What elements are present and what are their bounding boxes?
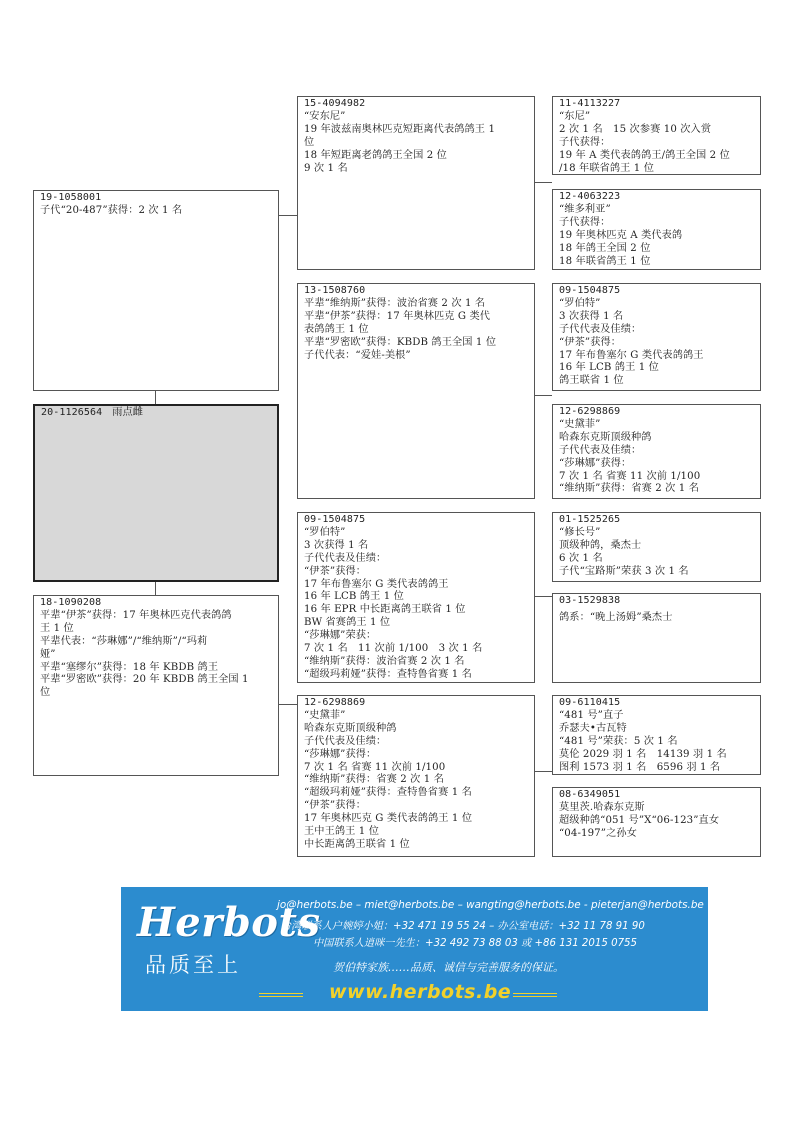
pedigree-box-dam-dam bbox=[297, 695, 535, 857]
box-line: 16 年 LCB 鸽王 1 位 bbox=[559, 362, 659, 374]
box-line: 2 次 1 名 15 次参赛 10 次入赏 bbox=[559, 123, 712, 135]
box-line: 子代“宝路斯”荣获 3 次 1 名 bbox=[559, 565, 689, 577]
ring-number: 03-1529838 bbox=[559, 595, 621, 606]
pedigree-box-dam bbox=[33, 595, 279, 776]
box-line: “超级玛莉娅”获得：查特鲁省赛 1 名 bbox=[304, 787, 472, 799]
box-line: 子代代表：“爱娃-美根” bbox=[304, 349, 411, 361]
box-line: 子代获得： bbox=[559, 216, 611, 228]
box-line: “维多利亚” bbox=[559, 203, 611, 215]
box-line: “维纳斯”获得：省赛 2 次 1 名 bbox=[304, 774, 445, 786]
box-line: 子代代表及佳绩： bbox=[304, 552, 387, 564]
pedigree-box-sire-dam bbox=[297, 283, 535, 499]
box-line: 位 bbox=[304, 136, 315, 148]
box-line: BW 省赛鸽王 1 位 bbox=[304, 617, 391, 629]
ring-number: 13-1508760 bbox=[304, 285, 366, 296]
box-line: 哈森东克斯顶级种鸽 bbox=[304, 722, 397, 734]
box-line: “修长号” bbox=[559, 526, 601, 538]
pedigree-box-gen3-7 bbox=[552, 695, 761, 775]
herbots-banner bbox=[121, 887, 708, 1011]
box-line: 平辈“伊茶”获得：17 年奥林匹克代表鸽鸽 bbox=[40, 609, 232, 621]
ring-number: 08-6349051 bbox=[559, 789, 621, 800]
herbots-logo: Herbots bbox=[137, 899, 321, 946]
box-line: “罗伯特” bbox=[304, 526, 346, 538]
box-line: 顶级种鸽，桑杰士 bbox=[559, 539, 642, 551]
box-line: 16 年 EPR 中长距离鸽王联省 1 位 bbox=[304, 604, 466, 616]
subject-ring: 20-1126564 bbox=[41, 407, 103, 418]
ring-number: 09-1504875 bbox=[304, 514, 366, 525]
box-line: 平辈“塞缪尔”获得：18 年 KBDB 鸽王 bbox=[40, 661, 219, 673]
box-line: “罗伯特” bbox=[559, 297, 601, 309]
box-line: 子代代表及佳绩： bbox=[559, 323, 642, 335]
box-line: 17 年布鲁塞尔 G 类代表鸽鸽王 bbox=[559, 349, 704, 361]
box-line: 9 次 1 名 bbox=[304, 162, 348, 174]
box-line: 7 次 1 名 省赛 11 次前 1/100 bbox=[304, 761, 446, 773]
box-line: 王 1 位 bbox=[40, 622, 74, 634]
box-line: “维纳斯”获得：波治省赛 2 次 1 名 bbox=[304, 655, 465, 667]
box-line: 17 年布鲁塞尔 G 类代表鸽鸽王 bbox=[304, 578, 449, 590]
connector-line bbox=[155, 390, 156, 405]
ring-number: 12-4063223 bbox=[559, 191, 621, 202]
box-line: “超级玛莉娅”获得：查特鲁省赛 1 名 bbox=[304, 668, 472, 680]
box-line: /18 年联省鸽王 1 位 bbox=[559, 162, 655, 174]
pedigree-box-sire-sire bbox=[297, 96, 535, 270]
box-line: 超级种鸽“051 号”X“06-123”直女 bbox=[559, 814, 720, 826]
box-line: 19 年奥林匹克 A 类代表鸽 bbox=[559, 229, 683, 241]
box-line: “安东尼” bbox=[304, 110, 346, 122]
box-line: 乔瑟夫•古瓦特 bbox=[559, 722, 627, 734]
box-line: 莫里茨.哈森东克斯 bbox=[559, 801, 645, 813]
box-line: 子代代表及佳绩： bbox=[304, 735, 387, 747]
box-line: 16 年 LCB 鸽王 1 位 bbox=[304, 591, 404, 603]
pedigree-box-gen3-2 bbox=[552, 189, 761, 270]
decorative-line bbox=[513, 993, 557, 997]
box-line: 鸽系：“晚上汤姆”桑杰士 bbox=[559, 611, 673, 623]
box-line: 17 年奥林匹克 G 类代表鸽鸽王 1 位 bbox=[304, 813, 473, 825]
box-line: 平辈“维纳斯”获得：波治省赛 2 次 1 名 bbox=[304, 297, 486, 309]
box-line: 6 次 1 名 bbox=[559, 552, 603, 564]
box-line: “史黛菲” bbox=[559, 418, 601, 430]
box-line: 莫伦 2029 羽 1 名 14139 羽 1 名 bbox=[559, 748, 727, 760]
connector-line bbox=[155, 581, 156, 595]
decorative-line bbox=[259, 993, 303, 997]
contact-emails: jo@herbots.be – miet@herbots.be – wangting@herbots.be - pieterjan@herbots.be bbox=[277, 899, 704, 911]
subject-name: 雨点雌 bbox=[112, 407, 144, 418]
box-line: “东尼” bbox=[559, 110, 591, 122]
box-line: 19 年波兹南奥林匹克短距离代表鸽鸽王 1 bbox=[304, 123, 496, 135]
tagline: 贺伯特家族……品质、诚信与完善服务的保证。 bbox=[333, 961, 564, 974]
box-line: “481 号”直子 bbox=[559, 709, 624, 721]
ring-number: 15-4094982 bbox=[304, 98, 366, 109]
box-line: 子代“20-487”获得：2 次 1 名 bbox=[40, 204, 183, 216]
box-line: 平辈“罗密欧”获得：20 年 KBDB 鸽王全国 1 bbox=[40, 674, 249, 686]
box-line: “史黛菲” bbox=[304, 709, 346, 721]
pedigree-box-gen3-4 bbox=[552, 404, 761, 499]
box-line: 鸽王联省 1 位 bbox=[559, 375, 624, 387]
box-line: 子代代表及佳绩： bbox=[559, 444, 642, 456]
box-line: 表鸽鸽王 1 位 bbox=[304, 323, 369, 335]
pedigree-box-gen3-8 bbox=[552, 787, 761, 857]
box-line: 王中王鸽王 1 位 bbox=[304, 826, 379, 838]
box-line: 子代获得： bbox=[559, 136, 611, 148]
ring-number: 12-6298869 bbox=[304, 697, 366, 708]
connector-line bbox=[535, 182, 552, 183]
ring-number: 18-1090208 bbox=[40, 597, 102, 608]
connector-line bbox=[535, 395, 552, 396]
box-line: 平辈“罗密欧”获得：KBDB 鸽王全国 1 位 bbox=[304, 336, 497, 348]
ring-number: 01-1525265 bbox=[559, 514, 621, 525]
box-line: 娅” bbox=[40, 648, 56, 660]
ring-number: 09-1504875 bbox=[559, 285, 621, 296]
contact-china: 中国联系人逍咪一先生：+32 492 73 88 03 或 +86 131 2015 0755 bbox=[313, 938, 638, 949]
box-line: 哈森东克斯顶级种鸽 bbox=[559, 431, 652, 443]
box-line: 图利 1573 羽 1 名 6596 羽 1 名 bbox=[559, 761, 721, 773]
box-line: 18 年鸽王全国 2 位 bbox=[559, 242, 651, 254]
box-line: “维纳斯”获得：省赛 2 次 1 名 bbox=[559, 483, 700, 495]
box-line: 位 bbox=[40, 687, 51, 699]
box-line: 18 年短距离老鸽鸽王全国 2 位 bbox=[304, 149, 447, 161]
ring-number: 09-6110415 bbox=[559, 697, 621, 708]
box-line: “莎琳娜”荣获： bbox=[304, 630, 377, 642]
pedigree-box-sire bbox=[33, 190, 279, 391]
ring-number: 11-4113227 bbox=[559, 98, 621, 109]
box-line: 3 次获得 1 名 bbox=[559, 310, 624, 322]
connector-line bbox=[535, 771, 552, 772]
pedigree-box-gen3-3 bbox=[552, 283, 761, 391]
pedigree-box-gen3-5 bbox=[552, 512, 761, 582]
box-line: 3 次获得 1 名 bbox=[304, 539, 369, 551]
pedigree-box-gen3-1 bbox=[552, 96, 761, 175]
contact-taiwan: 台湾联系人户婉婷小姐：+32 471 19 55 24 – 办公室电话：+32 11 78 91 90 bbox=[281, 921, 645, 932]
box-line: 平辈代表：“莎琳娜”/“维纳斯”/“玛莉 bbox=[40, 635, 208, 647]
ring-number: 19-1058001 bbox=[40, 192, 102, 203]
box-line: 19 年 A 类代表鸽鸽王/鸽王全国 2 位 bbox=[559, 149, 730, 161]
box-line: 7 次 1 名 11 次前 1/100 3 次 1 名 bbox=[304, 643, 483, 655]
box-line: “伊茶”获得： bbox=[304, 800, 367, 812]
box-line: 平辈“伊茶”获得：17 年奥林匹克 G 类代 bbox=[304, 310, 491, 322]
ring-number: 12-6298869 bbox=[559, 406, 621, 417]
box-line: 7 次 1 名 省赛 11 次前 1/100 bbox=[559, 470, 701, 482]
box-line: 18 年联省鸽王 1 位 bbox=[559, 255, 651, 267]
slogan: 品质至上 bbox=[145, 953, 241, 977]
box-line: “481 号”荣获：5 次 1 名 bbox=[559, 735, 678, 747]
subject-box bbox=[33, 404, 279, 582]
box-line: “莎琳娜”获得： bbox=[304, 748, 377, 760]
connector-line bbox=[279, 215, 297, 216]
box-line: “伊茶”获得： bbox=[559, 336, 622, 348]
box-line: “莎琳娜”获得： bbox=[559, 457, 632, 469]
box-line: “04-197”之孙女 bbox=[559, 827, 637, 839]
box-line: “伊茶”获得： bbox=[304, 565, 367, 577]
pedigree-box-gen3-6 bbox=[552, 593, 761, 683]
website-link[interactable]: www.herbots.be bbox=[329, 981, 512, 1003]
box-line: 中长距离鸽王联省 1 位 bbox=[304, 838, 410, 850]
connector-line bbox=[279, 704, 297, 705]
connector-line bbox=[535, 596, 552, 597]
pedigree-box-dam-sire bbox=[297, 512, 535, 683]
